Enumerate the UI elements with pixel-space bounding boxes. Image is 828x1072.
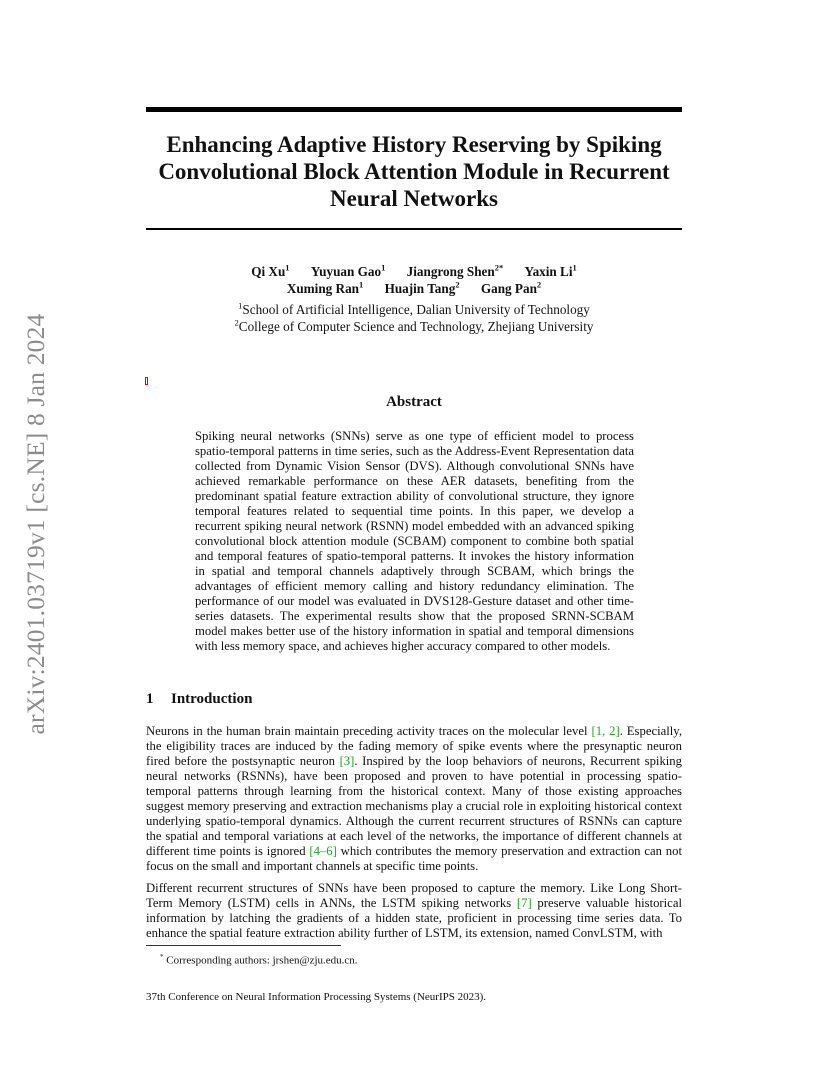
venue-note: 37th Conference on Neural Information Processing Systems (NeurIPS 2023). [146,991,487,1003]
affiliation: $^1$School of Artificial Intelligence, Dalian University of Technology [238,300,590,317]
section-heading [146,690,252,709]
author: Xuming Ran$^1$ [286,279,364,296]
paper-title: Enhancing Adaptive History Reserving by Spiking Convolutional Block Attention Module in Recurrent Neural Networks [158,132,670,211]
link-marker-box [145,377,148,385]
author: Jiangrong Shen$^{2*}$ [406,262,504,279]
abstract-heading: Abstract [386,394,442,410]
author: Yaxin Li$^1$ [524,262,577,279]
footnote: * Corresponding authors: jrshen@zju.edu.cn. [160,953,358,967]
intro-paragraph-1: Neurons in the human brain maintain preceding activity traces on the molecular level [1, 2]. Especially, the eligibility traces are induced by the fading memory of spike events where the presynaptic neuron fired before the postsynaptic neuron [3]. Inspired by the loop behaviors of neurons, Recurrent spiking neural networks (RSNNs), have been proposed and proven to have potential in processing spatio-temporal patterns through learning from the historical context. Many of those existing approaches suggest memory preserving and extraction mechanisms play a crucial role in exploiting historical context underlying spatio-temporal dynamics. Although the current recurrent structures of RSNNs can capture the spatial and temporal variations at each level of the networks, the importance of different channels at different time points is ignored [4–6] which contributes the memory preservation and extraction can not focus on the small and important channels at specific time points. [146,724,682,873]
author-line-1 [146,263,682,280]
citation-link[interactable]: [7] [516,896,532,910]
abstract-text: Spiking neural networks (SNNs) serve as one type of efficient model to process spatio-temporal patterns in time series, such as the Address-Event Representation data collected from Dynamic Vision Sensor (DVS). Although convolutional SNNs have achieved remarkable performance on these AER datasets, benefiting from the predominant spatial feature extraction ability of convolutional structure, they ignore temporal features related to sequential time points. In this paper, we develop a recurrent spiking neural network (RSNN) model embedded with an advanced spiking convolutional block attention module (SCBAM) component to combine both spatial and temporal features of spatio-temporal patterns. It invokes the history information in spatial and temporal channels adaptively through SCBAM, which brings the advantages of efficient memory calling and history redundancy elimination. The performance of our model was evaluated in DVS128-Gesture dataset and other time-series datasets. The experimental results show that the proposed SRNN-SCBAM model makes better use of the history information in spatial and temporal dimensions with less memory space, and achieves higher accuracy compared to other models. [195,429,634,653]
citation-link[interactable]: [1, 2] [591,724,620,738]
title-top-rule [146,107,682,112]
author: Huajin Tang$^2$ [384,279,460,296]
citation-link[interactable]: [3] [339,754,355,768]
author-line-2 [146,280,682,297]
arxiv-identifier [14,296,58,752]
footnote-rule [146,945,341,946]
intro-paragraph-2: Different recurrent structures of SNNs have been proposed to capture the memory. Like Long Short-Term Memory (LSTM) cells in ANNs, the LSTM spiking networks [7] preserve valuable historical information by latching the gradients of a hidden state, proficient in processing time series data. To enhance the spatial feature extraction ability further of LSTM, its extension, named ConvLSTM, with [146,881,682,940]
citation-link[interactable]: [4–6] [309,844,337,858]
author: Qi Xu$^1$ [251,262,290,279]
title-bottom-rule [146,228,682,230]
section-number: 1 [146,691,154,707]
author: Yuyuan Gao$^1$ [310,262,386,279]
author: Gang Pan$^2$ [480,279,542,296]
affiliation: $^2$College of Computer Science and Technology, Zhejiang University [234,317,594,334]
author-block [146,263,682,297]
arxiv-identifier-text: arXiv:2401.03719v1 [cs.NE] 8 Jan 2024 [21,313,50,735]
section-title: Introduction [171,691,253,707]
affiliations [146,301,682,335]
